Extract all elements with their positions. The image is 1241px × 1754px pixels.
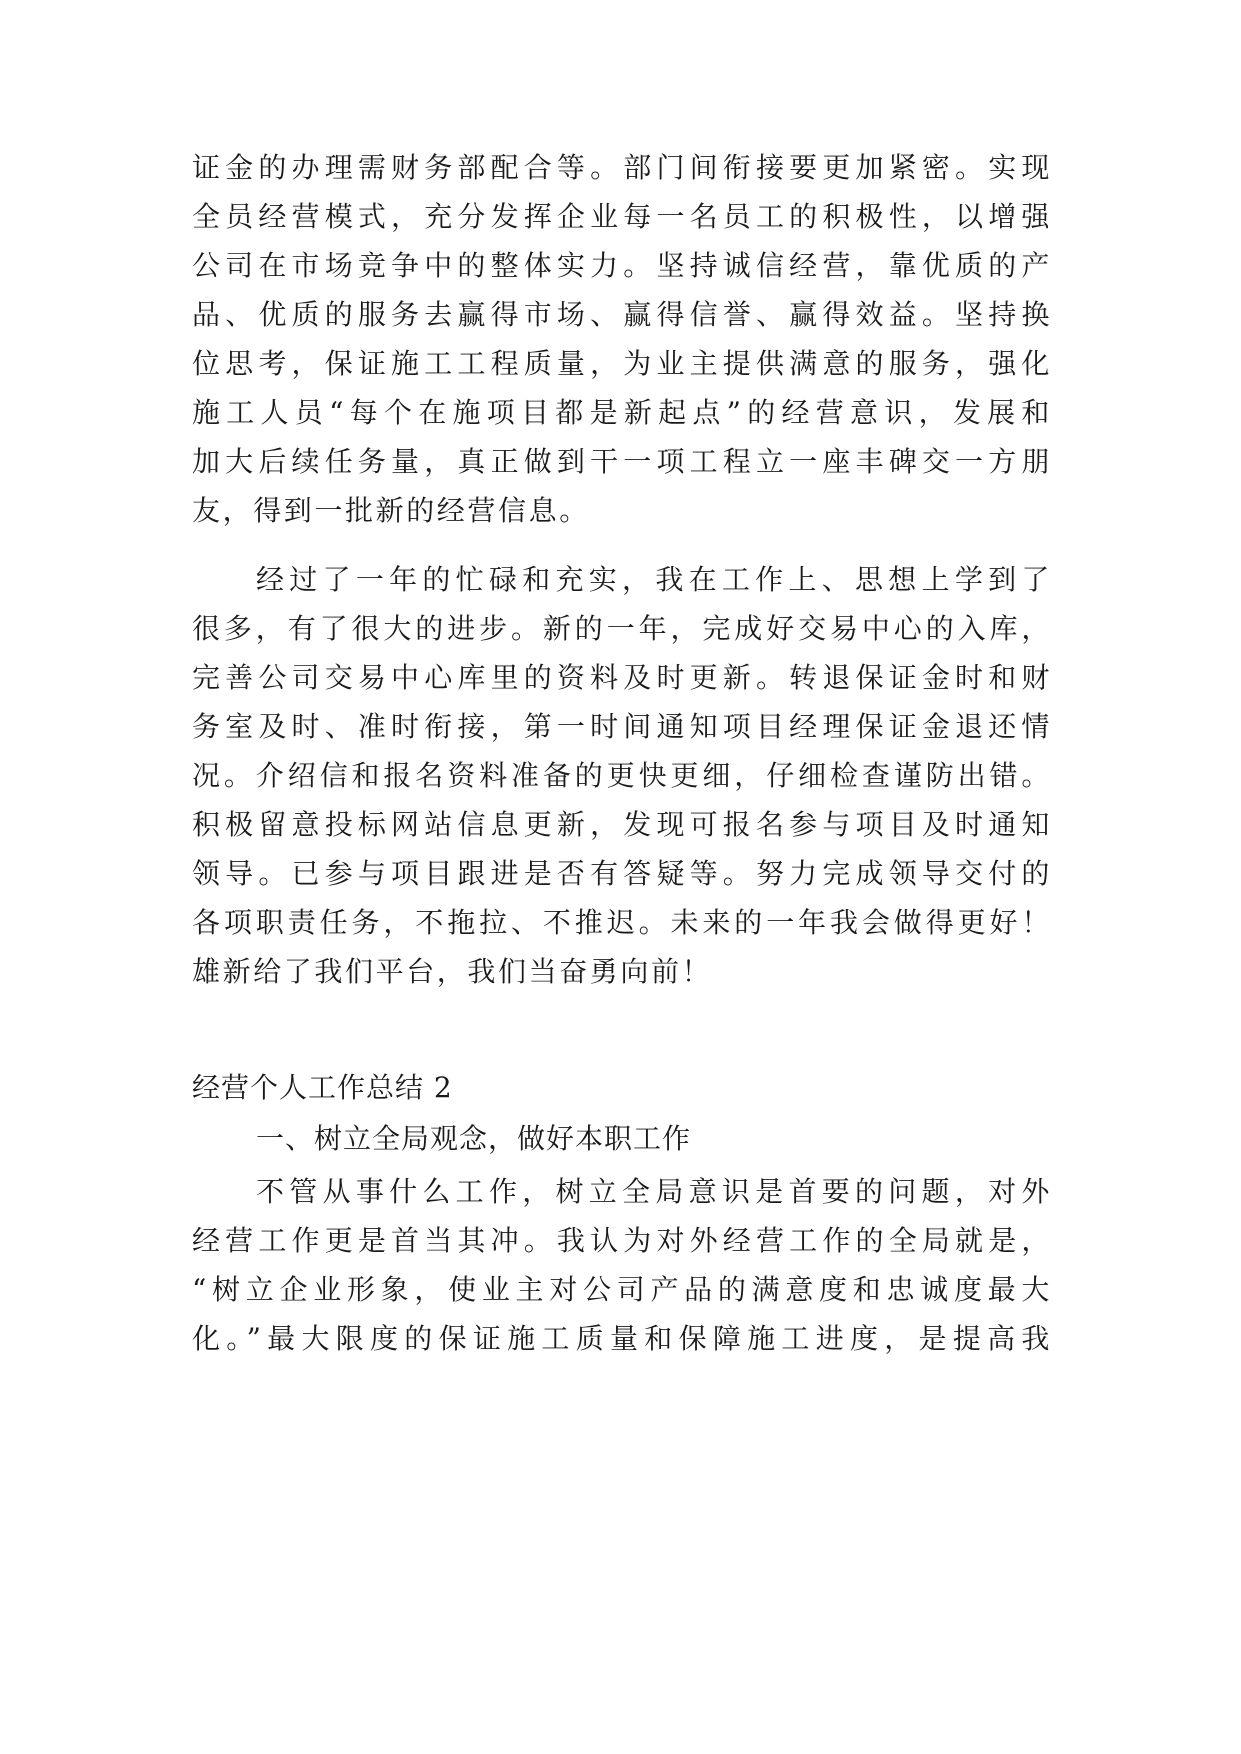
paragraph-line: 雄新给了我们平台，我们当奋勇向前！	[192, 955, 713, 988]
paragraph-line: 施工人员“每个在施项目都是新起点”的经营意识，发展和	[192, 396, 1052, 429]
paragraph-line: 领导。已参与项目跟进是否有答疑等。努力完成领导交付的	[192, 857, 1052, 890]
paragraph-line: 务室及时、准时衔接，第一时间通知项目经理保证金退还情	[192, 710, 1052, 743]
paragraph-line: 经营工作更是首当其冲。我认为对外经营工作的全局就是，	[192, 1224, 1052, 1257]
paragraph-line: 证金的办理需财务部配合等。部门间衔接要更加紧密。实现	[192, 151, 1052, 184]
paragraph-line: 况。介绍信和报名资料准备的更快更细，仔细检查谨防出错。	[192, 759, 1052, 792]
paragraph-line: 积极留意投标网站信息更新，发现可报名参与项目及时通知	[192, 808, 1052, 841]
paragraph-line: 品、优质的服务去赢得市场、赢得信誉、赢得效益。坚持换	[192, 298, 1052, 331]
paragraph-line: 各项职责任务，不拖拉、不推迟。未来的一年我会做得更好！	[192, 906, 1052, 939]
paragraph-line: 经过了一年的忙碌和充实，我在工作上、思想上学到了	[256, 563, 1052, 596]
paragraph-line: 公司在市场竞争中的整体实力。坚持诚信经营，靠优质的产	[192, 249, 1052, 282]
paragraph-line: 完善公司交易中心库里的资料及时更新。转退保证金时和财	[192, 661, 1052, 694]
paragraph-line: 友，得到一批新的经营信息。	[192, 494, 590, 527]
paragraph-line: 位思考，保证施工工程质量，为业主提供满意的服务，强化	[192, 347, 1052, 380]
paragraph-line: 化。”最大限度的保证施工质量和保障施工进度，是提高我	[192, 1322, 1052, 1355]
section-title: 经营个人工作总结 2	[192, 1071, 453, 1104]
paragraph-line: “树立企业形象，使业主对公司产品的满意度和忠诚度最大	[192, 1273, 1052, 1306]
paragraph-line: 很多，有了很大的进步。新的一年，完成好交易中心的入库，	[192, 612, 1052, 645]
paragraph-line: 加大后续任务量，真正做到干一项工程立一座丰碑交一方朋	[192, 445, 1052, 478]
subheading: 一、树立全局观念，做好本职工作	[256, 1122, 692, 1155]
paragraph-line: 不管从事什么工作，树立全局意识是首要的问题，对外	[256, 1175, 1052, 1208]
paragraph-line: 全员经营模式，充分发挥企业每一名员工的积极性，以增强	[192, 200, 1052, 233]
